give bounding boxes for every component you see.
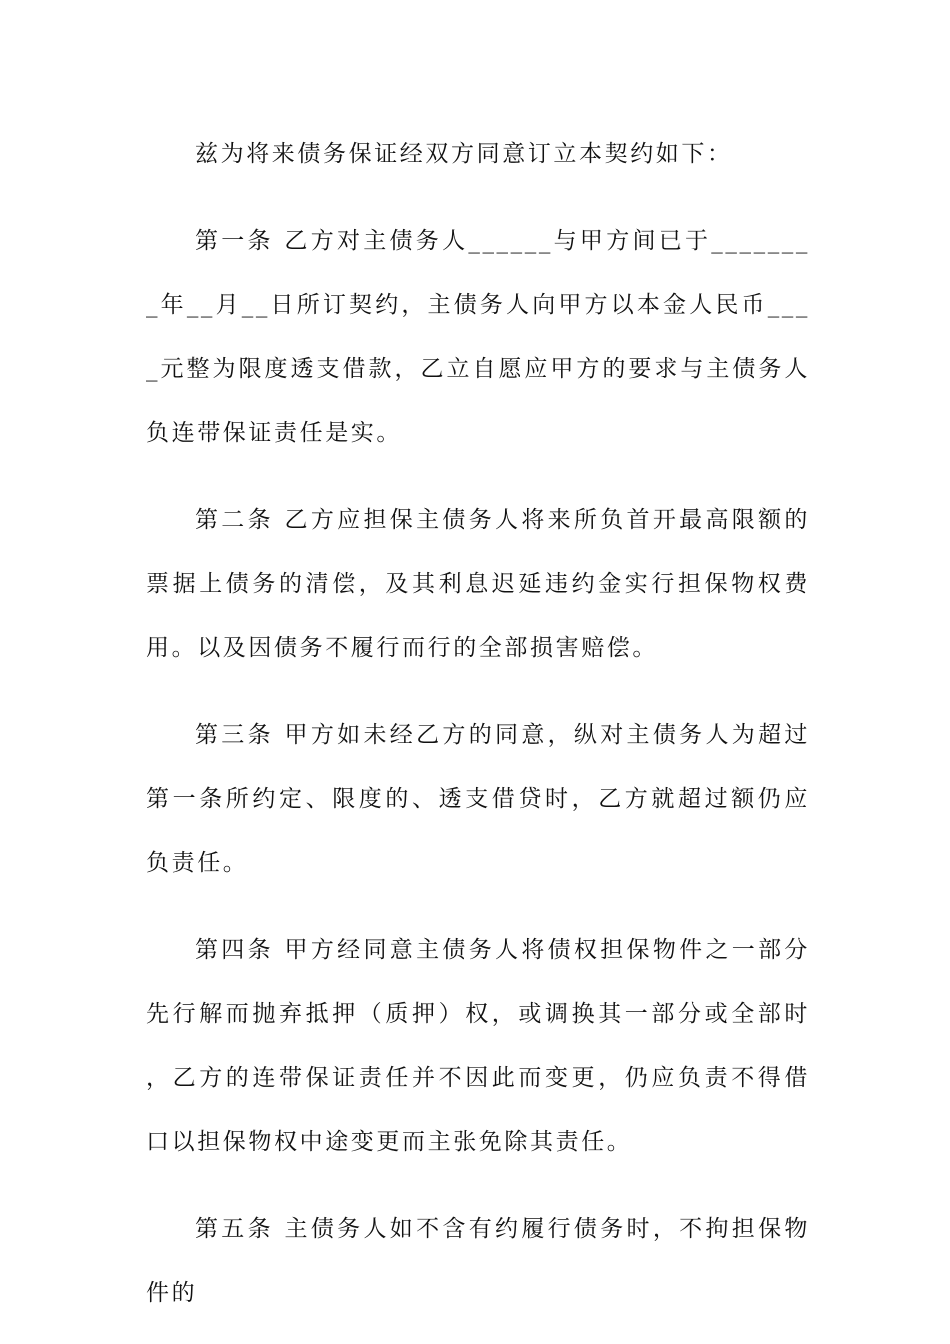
article-1-paragraph: 第一条 乙方对主债务人______与甲方间已于________年__月__日所订契约，主债务人向甲方以本金人民币____元整为限度透支借款，乙立自愿应甲方的要求与主债务人负连带保证责任是实。 — [146, 228, 810, 446]
article-5-paragraph: 第五条 主债务人如不含有约履行债务时，不拘担保物件的 — [146, 1216, 810, 1306]
article-3-paragraph: 第三条 甲方如未经乙方的同意，纵对主债务人为超过第一条所约定、限度的、透支借贷时，乙方就超过额仍应负责任。 — [146, 722, 810, 876]
article-4-paragraph: 第四条 甲方经同意主债务人将债权担保物件之一部分先行解而抛弃抵押（质押）权，或调换其一部分或全部时，乙方的连带保证责任并不因此而变更，仍应负责不得借口以担保物权中途变更而主张免除其责任。 — [146, 937, 810, 1155]
document-body — [146, 122, 810, 1325]
intro-paragraph: 兹为将来债务保证经双方同意订立本契约如下： — [195, 141, 733, 167]
article-2-paragraph: 第二条 乙方应担保主债务人将来所负首开最高限额的票据上债务的清偿，及其利息迟延违约金实行担保物权费用。以及因债务不履行而行的全部损害赔偿。 — [146, 507, 810, 661]
